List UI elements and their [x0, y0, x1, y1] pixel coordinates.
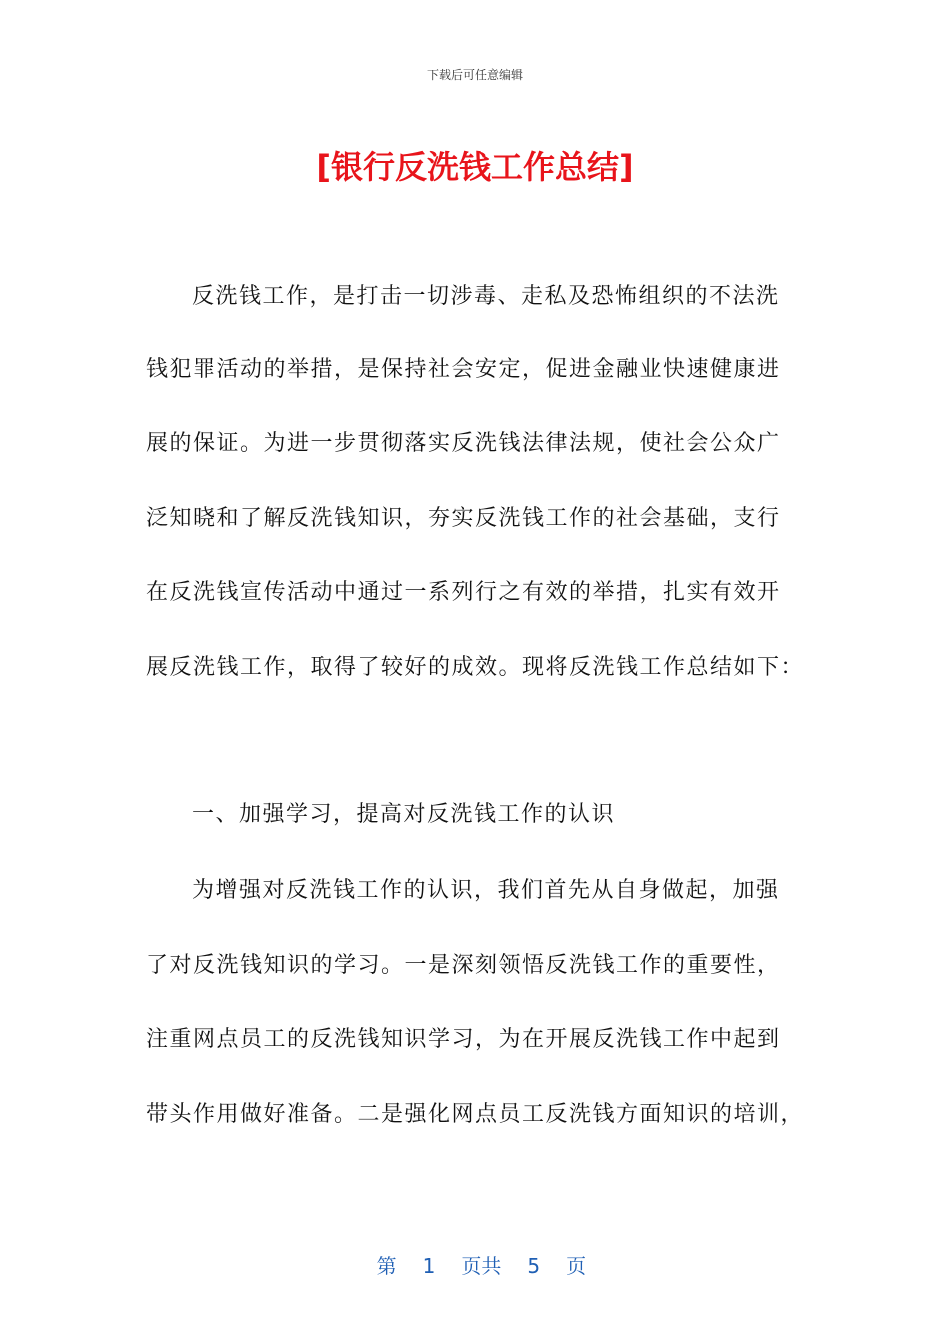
paragraph-line: 为增强对反洗钱工作的认识，我们首先从自身做起，加强: [192, 878, 780, 903]
paragraph-line: 泛知晓和了解反洗钱知识，夯实反洗钱工作的社会基础，支行: [146, 506, 781, 531]
paragraph-line: 注重网点员工的反洗钱知识学习，为在开展反洗钱工作中起到: [146, 1027, 781, 1052]
header-note: 下载后可任意编辑: [426, 68, 523, 82]
paragraph-line: 展的保证。为进一步贯彻落实反洗钱法律法规，使社会公众广: [146, 431, 781, 456]
page-footer: [0, 1226, 950, 1279]
paragraph-line: 了对反洗钱知识的学习。一是深刻领悟反洗钱工作的重要性，: [146, 953, 781, 978]
paragraph-line: 反洗钱工作，是打击一切涉毒、走私及恐怖组织的不法洗: [192, 284, 780, 309]
footer-middle: 页共: [461, 1254, 502, 1278]
paragraph-line: 钱犯罪活动的举措，是保持社会安定，促进金融业快速健康进: [146, 357, 781, 382]
footer-current-page: 1: [422, 1254, 436, 1278]
footer-suffix: 页: [566, 1254, 587, 1278]
paragraph-line: 带头作用做好准备。二是强化网点员工反洗钱方面知识的培训，: [146, 1102, 805, 1127]
document-title: [银行反洗钱工作总结]: [316, 148, 634, 186]
paragraph-line: 展反洗钱工作，取得了较好的成效。现将反洗钱工作总结如下：: [146, 655, 805, 680]
footer-total-pages: 5: [527, 1254, 541, 1278]
section-heading: 一、加强学习，提高对反洗钱工作的认识: [192, 802, 616, 827]
paragraph-line: 在反洗钱宣传活动中通过一系列行之有效的举措，扎实有效开: [146, 580, 781, 605]
footer-prefix: 第: [376, 1254, 397, 1278]
